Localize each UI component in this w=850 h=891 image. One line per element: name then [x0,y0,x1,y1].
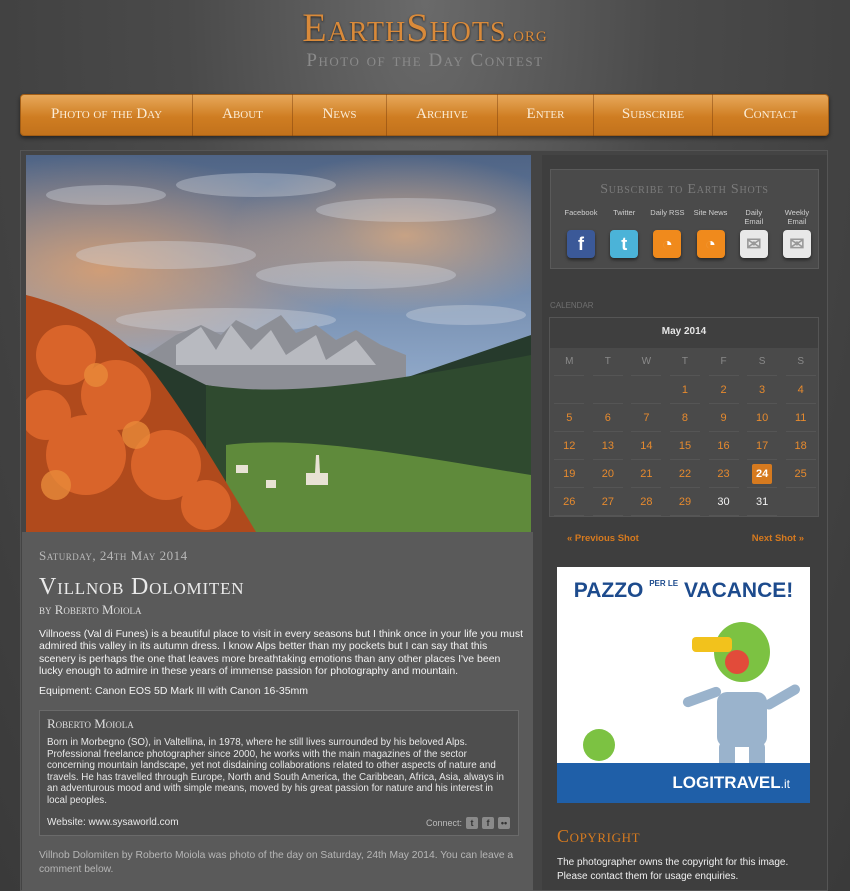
logo-org-text: .org [506,21,548,46]
main-nav [20,94,829,136]
calendar-weekday: F [709,348,739,376]
calendar-day[interactable]: 18 [786,432,816,460]
calendar-day-today[interactable] [747,460,777,488]
calendar-day[interactable]: 12 [554,432,584,460]
post-equipment: Equipment: Canon EOS 5D Mark III with Canon 16-35mm [39,685,309,697]
calendar-day[interactable]: 8 [670,404,700,432]
calendar-day[interactable]: 4 [786,376,816,404]
logo-main-text: EarthShots [302,5,507,50]
calendar-day[interactable]: 28 [631,488,661,516]
facebook-icon[interactable]: f [567,230,595,258]
subscribe-option[interactable] [693,208,729,258]
calendar-day[interactable]: 11 [786,404,816,432]
subscribe-option[interactable] [649,208,685,258]
photographer-bio [39,710,519,836]
post-title[interactable]: Villnob Dolomiten [39,574,245,600]
advertisement-banner[interactable] [557,567,810,803]
main-panel [20,150,828,891]
calendar-day[interactable]: 7 [631,404,661,432]
calendar [549,317,819,517]
subscribe-box [550,169,819,269]
post-content [22,532,533,891]
subscribe-option-label: Daily RSS [650,208,685,217]
calendar-empty-cell [554,376,584,404]
calendar-day[interactable]: 15 [670,432,700,460]
calendar-empty-cell [593,376,623,404]
post-footer-note: Villnob Dolomiten by Roberto Moiola was photo of the day on Saturday, 24th May 2014. You can leave a comment below. [39,850,514,875]
bio-connect [426,817,510,829]
copyright-title: Copyright [557,826,641,846]
nav-archive[interactable]: Archive [387,94,498,136]
calendar-day[interactable]: 10 [747,404,777,432]
calendar-day[interactable]: 23 [709,460,739,488]
subscribe-option-label: Daily Email [744,208,764,226]
ad-brand: LOGITRAVEL.it [557,763,810,803]
connect-label: Connect: [425,818,462,828]
calendar-day[interactable]: 1 [670,376,700,404]
calendar-day[interactable]: 25 [786,460,816,488]
subscribe-option-label: Facebook [564,208,598,217]
nav-subscribe[interactable]: Subscribe [594,94,713,136]
calendar-day[interactable]: 29 [670,488,700,516]
copyright-text: The photographer owns the copyright for this image. Please contact them for usage enquiries. [557,857,789,882]
bio-name: Roberto Moiola [47,716,134,731]
flickr-icon[interactable]: •• [498,817,510,829]
calendar-weekday: W [631,348,661,376]
calendar-day[interactable]: 17 [747,432,777,460]
subscribe-option[interactable] [736,208,772,258]
nav-news[interactable]: News [293,94,387,136]
calendar-day[interactable]: 5 [554,404,584,432]
calendar-day[interactable]: 22 [670,460,700,488]
ad-headline: PAZZO $^{PER LE}$ VACANCE! [573,579,794,602]
twitter-icon[interactable]: t [466,817,478,829]
calendar-month: May 2014 [550,318,818,348]
nav-enter[interactable]: Enter [498,94,594,136]
subscribe-option-label: Site News [693,208,728,217]
post-byline: by Roberto Moiola [39,602,142,617]
calendar-day[interactable]: 13 [593,432,623,460]
calendar-weekday: T [593,348,623,376]
post-date: Saturday, 24th May 2014 [39,548,188,563]
calendar-weekday: S [747,348,777,376]
calendar-empty-cell [631,376,661,404]
calendar-day[interactable]: 14 [631,432,661,460]
calendar-day[interactable]: 20 [593,460,623,488]
subscribe-option[interactable] [779,208,815,258]
post-description: Villnoess (Val di Funes) is a beautiful place to visit in every seasons but I think once in your life you must admired this valley in its autumn dress. I know Alps better than my pockets but I can say that this scenery is perhaps the one that leaves more breathtaking emotions than any other places I've been lucky enough to admire in these years of immense passion for photography and mountain. [39,628,524,677]
site-logo[interactable] [0,6,850,72]
calendar-label: CALENDAR [550,301,594,310]
previous-shot-link[interactable]: « Previous Shot [567,533,639,544]
calendar-day[interactable]: 9 [709,404,739,432]
facebook-icon[interactable]: f [482,817,494,829]
calendar-day[interactable]: 6 [593,404,623,432]
email-icon[interactable]: ✉ [740,230,768,258]
calendar-weekday: M [554,348,584,376]
rss-icon[interactable]: ◔ [697,230,725,258]
landscape-photo [26,155,531,532]
bio-website-link[interactable]: Website: www.sysaworld.com [47,817,179,828]
subscribe-options [563,208,815,258]
subscribe-option-label: Twitter [613,208,636,217]
calendar-day[interactable]: 19 [554,460,584,488]
bio-text: Born in Morbegno (SO), in Valtellina, in 1978, where he still lives surrounded by his beloved Alps. Professional freelance photographer since 2000, he works with the main magazines of the sector concerning mountain landscape, yet not disdaining collaborations related to other aspects of nature and travels. He has travelled through Europe, North and South America, the Caribbean, Africa, Asia, always in an adventurous mood and with simple means, moved by his great passion for nature and his interest in local peoples. [47,737,504,806]
calendar-weekday: S [786,348,816,376]
nav-about[interactable]: About [193,94,293,136]
subscribe-option[interactable] [563,208,599,258]
calendar-day: 31 [747,488,777,516]
site-tagline: Photo of the Day Contest [306,50,544,71]
subscribe-option[interactable] [606,208,642,258]
subscribe-option-label: Weekly Email [784,208,810,226]
nav-contact[interactable]: Contact [743,106,798,122]
calendar-day-label: 24 [752,464,772,484]
calendar-weekday: T [670,348,700,376]
sidebar [542,155,827,890]
calendar-day[interactable]: 27 [593,488,623,516]
email-icon[interactable]: ✉ [783,230,811,258]
photo-of-the-day-image[interactable] [26,155,531,532]
calendar-day[interactable]: 26 [554,488,584,516]
calendar-day: 30 [709,488,739,516]
calendar-day[interactable]: 16 [709,432,739,460]
calendar-grid [550,348,820,516]
twitter-icon[interactable]: t [610,230,638,258]
rss-icon[interactable]: ◔ [653,230,681,258]
nav-photo-of-the-day[interactable]: Photo of the Day [21,94,193,136]
next-shot-link[interactable]: Next Shot » [751,533,804,544]
calendar-day[interactable]: 2 [709,376,739,404]
calendar-day[interactable]: 3 [747,376,777,404]
subscribe-title: Subscribe to Earth Shots [600,182,769,197]
calendar-day[interactable]: 21 [631,460,661,488]
